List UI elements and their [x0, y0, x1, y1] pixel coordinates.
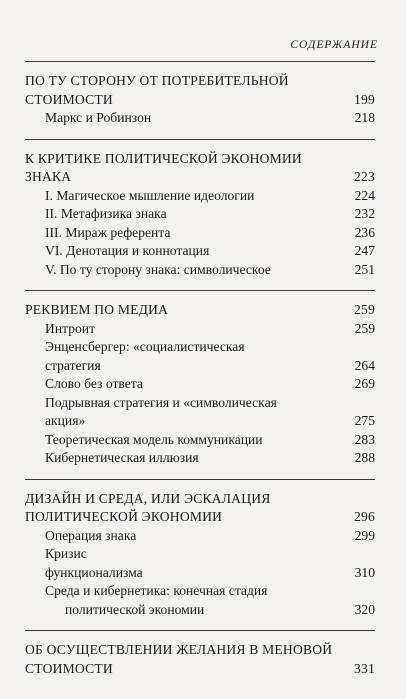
toc-subentry[interactable] — [25, 582, 375, 619]
toc-entry-title: функционализма — [45, 564, 143, 580]
toc-subentry[interactable] — [25, 431, 375, 450]
toc-entry-title: Энценсбергер: «социалистическая — [45, 339, 245, 354]
toc-entry-title: Теоретическая модель коммуникации — [45, 431, 263, 447]
toc-section — [25, 62, 375, 139]
toc-chapter-entry[interactable] — [25, 72, 375, 109]
toc-entry-title: Маркс и Робинзон — [45, 110, 152, 125]
toc-entry-title: Интроит — [45, 320, 96, 336]
toc-entry-title: ДИЗАЙН И СРЕДА, ИЛИ ЭСКАЛАЦИЯ — [25, 490, 271, 506]
toc-entry-title: политической экономии — [65, 601, 205, 617]
toc-entry-title: V. По ту сторону знака: символическое — [45, 261, 271, 277]
toc-page-number: 264 — [354, 357, 375, 373]
toc-entry-title: ПО ТУ СТОРОНУ ОТ ПОТРЕБИТЕЛЬНОЙ — [25, 73, 289, 88]
toc-entry-title: Операция знака — [45, 527, 137, 543]
toc-page-number: 236 — [354, 224, 375, 240]
toc-section — [25, 480, 375, 631]
toc-subentry[interactable] — [25, 187, 375, 206]
toc-chapter-entry[interactable] — [25, 150, 375, 187]
toc-entry-title: Среда и кибернетика: конечная стадия — [45, 583, 268, 598]
toc-entry-title: ПОЛИТИЧЕСКОЙ ЭКОНОМИИ — [25, 509, 223, 524]
toc-page-number: 224 — [354, 187, 375, 203]
toc-subentry[interactable] — [25, 527, 375, 546]
toc-entry-title: ОБ ОСУЩЕСТВЛЕНИИ ЖЕЛАНИЯ В МЕНОВОЙ — [25, 642, 333, 657]
toc-entry-title: К КРИТИКЕ ПОЛИТИЧЕСКОЙ ЭКОНОМИИ — [25, 150, 302, 166]
toc-entry-title: стратегия — [45, 357, 101, 373]
running-head: СОДЕРЖАНИЕ — [290, 39, 378, 51]
toc-page-number: 269 — [354, 376, 375, 391]
toc-page-number: 223 — [354, 169, 375, 184]
toc-entry-title: II. Метафизика знака — [45, 206, 167, 221]
toc-subentry[interactable] — [25, 375, 375, 394]
toc-entry-title: РЕКВИЕМ ПО МЕДИА — [25, 302, 169, 317]
toc-page-number: 283 — [354, 431, 375, 447]
toc-subentry[interactable] — [25, 320, 375, 339]
toc-section — [25, 140, 375, 291]
toc-page-number: 275 — [354, 413, 375, 428]
toc-page-number: 218 — [354, 110, 375, 125]
toc-chapter-entry[interactable] — [25, 641, 375, 678]
toc-entry-title: акция» — [45, 413, 86, 428]
toc-page-number: 259 — [354, 320, 375, 336]
toc-page-number: 251 — [354, 261, 375, 277]
toc-entry-title: Подрывная стратегия и «символическая — [45, 394, 277, 410]
toc-entry-title: СТОИМОСТИ — [25, 660, 113, 676]
toc-page-number: 320 — [354, 601, 375, 617]
toc-section — [25, 631, 375, 689]
toc-page-number: 232 — [354, 206, 375, 221]
toc-entry-title: Кризис — [45, 546, 87, 561]
toc-page-number: 310 — [354, 564, 375, 580]
toc-subentry[interactable] — [25, 545, 375, 582]
toc-chapter-entry[interactable] — [25, 301, 375, 320]
toc-page-number: 296 — [354, 509, 375, 524]
toc-entry-title: VI. Денотация и коннотация — [45, 243, 210, 258]
toc-page-number: 299 — [354, 527, 375, 543]
toc-subentry[interactable] — [25, 224, 375, 243]
toc-subentry[interactable] — [25, 242, 375, 261]
toc-entry-title: СТОИМОСТИ — [25, 91, 113, 107]
toc-subentry[interactable] — [25, 205, 375, 224]
toc-entry-title: ЗНАКА — [25, 169, 72, 184]
toc-entry-title: Слово без ответа — [45, 376, 143, 391]
toc-entry-title: I. Магическое мышление идеологии — [45, 187, 255, 203]
table-of-contents — [25, 61, 375, 689]
toc-page-number: 288 — [354, 450, 375, 465]
toc-chapter-entry[interactable] — [25, 490, 375, 527]
toc-page-number: 259 — [354, 302, 375, 317]
toc-subentry[interactable] — [25, 449, 375, 468]
toc-entry-title: Кибернетическая иллюзия — [45, 450, 199, 465]
toc-page-number: 199 — [354, 91, 375, 107]
toc-subentry[interactable] — [25, 109, 375, 128]
toc-subentry[interactable] — [25, 261, 375, 280]
toc-page-number: 247 — [354, 243, 375, 258]
toc-subentry[interactable] — [25, 394, 375, 431]
toc-page-number: 331 — [354, 660, 375, 676]
toc-section — [25, 291, 375, 479]
toc-subentry[interactable] — [25, 338, 375, 375]
toc-entry-title: III. Мираж референта — [45, 224, 171, 240]
